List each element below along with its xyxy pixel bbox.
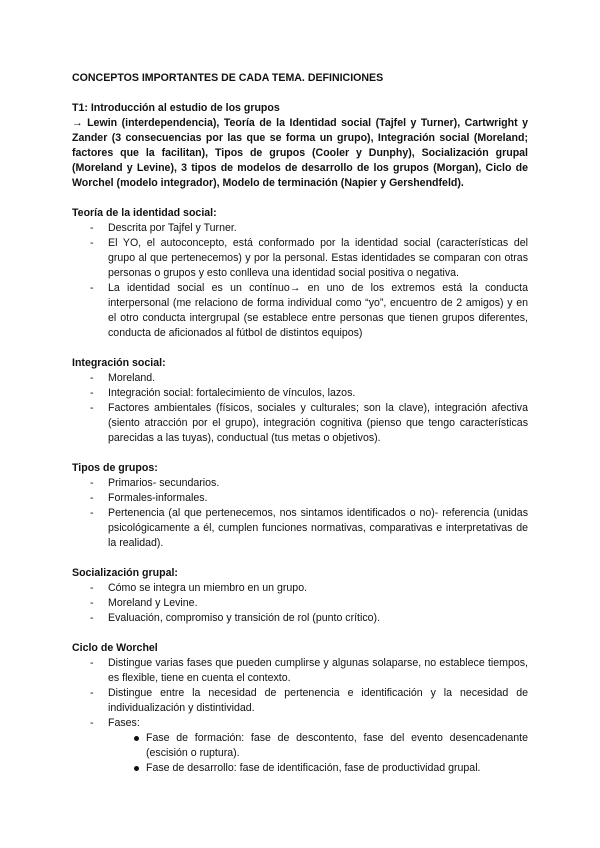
section-identidad-social [72,206,528,341]
list-item: - Cómo se integra un miembro en un grupo. [72,581,528,596]
section-heading: Integración social: [72,357,166,369]
section-integracion-social [72,356,528,446]
section-heading: Tipos de grupos: [72,462,158,474]
section-heading: Ciclo de Worchel [72,642,158,654]
sub-list-item: Fase de formación: fase de descontento, fase del evento desencadenante (escisión o ruptura). [108,731,528,761]
document-title: CONCEPTOS IMPORTANTES DE CADA TEMA. DEFINICIONES [72,72,384,84]
list-item: - Primarios- secundarios. [72,476,528,491]
fases-list [108,731,528,776]
section-heading: Teoría de la identidad social: [72,207,217,219]
list-item: - Moreland y Levine. [72,596,528,611]
fases-label: Fases: [108,717,140,729]
list-item [72,716,528,776]
list-item: - Moreland. [72,371,528,386]
list-item: - Descrita por Tajfel y Turner. [72,221,528,236]
section-tipos-grupos [72,461,528,551]
section-ciclo-worchel [72,641,528,776]
list-item: - El YO, el autoconcepto, está conformado por la identidad social (características del grupo al que pertenecemos) y por la personal. Estas identidades se comparan con otras personas o grupos y esto conlleva una identidad social positiva o negativa. [72,236,528,281]
list-item: - Integración social: fortalecimiento de vínculos, lazos. [72,386,528,401]
list-item: - Pertenencia (al que pertenecemos, nos sintamos identificados o no)- referencia (unidas psicológicamente a él, cumplen funciones normativas, comparativas e interpretativas de la realidad). [72,506,528,551]
list-item: - Formales-informales. [72,491,528,506]
list-item: - La identidad social es un contínuo→ en uno de los extremos está la conducta interpersonal (me relaciono de forma individual como “yo”, encuentro de 2 amigos) y en el otro conducta intergrupal (se establece entre personas que tienen grupos diferentes, conducta de aficionados al fútbol de distintos equipos) [72,281,528,341]
sub-list-item: Fase de desarrollo: fase de identificación, fase de productividad grupal. [108,761,528,776]
list-item: - Distingue varias fases que pueden cumplirse y algunas solaparse, no establece tiempos, es flexible, tiene en cuenta el contexto. [72,656,528,686]
t1-heading: T1: Introducción al estudio de los grupos [72,102,280,114]
t1-summary: → Lewin (interdependencia), Teoría de la Identidad social (Tajfel y Turner), Cartwright y Zander (3 consecuencias por las que se forma un grupo), Integración social (Moreland; factores que la facilitan), Tipos de grupos (Cooler y Dunphy), Socialización grupal (Moreland y Levine), 3 tipos de modelos de desarrollo de los grupos (Morgan), Ciclo de Worchel (modelo integrador), Modelo de terminación (Napier y Gershendfeld). [72,117,528,189]
section-heading: Socialización grupal: [72,567,178,579]
list-item: - Distingue entre la necesidad de pertenencia e identificación y la necesidad de individualización y distintividad. [72,686,528,716]
list-item: - Factores ambientales (físicos, sociales y culturales; son la clave), integración afectiva (siento atracción por el grupo), integración cognitiva (pienso que tengo características parecidas a las tuyas), conductual (tus metas o objetivos). [72,401,528,446]
document-page [72,71,528,776]
section-socializacion-grupal [72,566,528,626]
list-item: - Evaluación, compromiso y transición de rol (punto crítico). [72,611,528,626]
